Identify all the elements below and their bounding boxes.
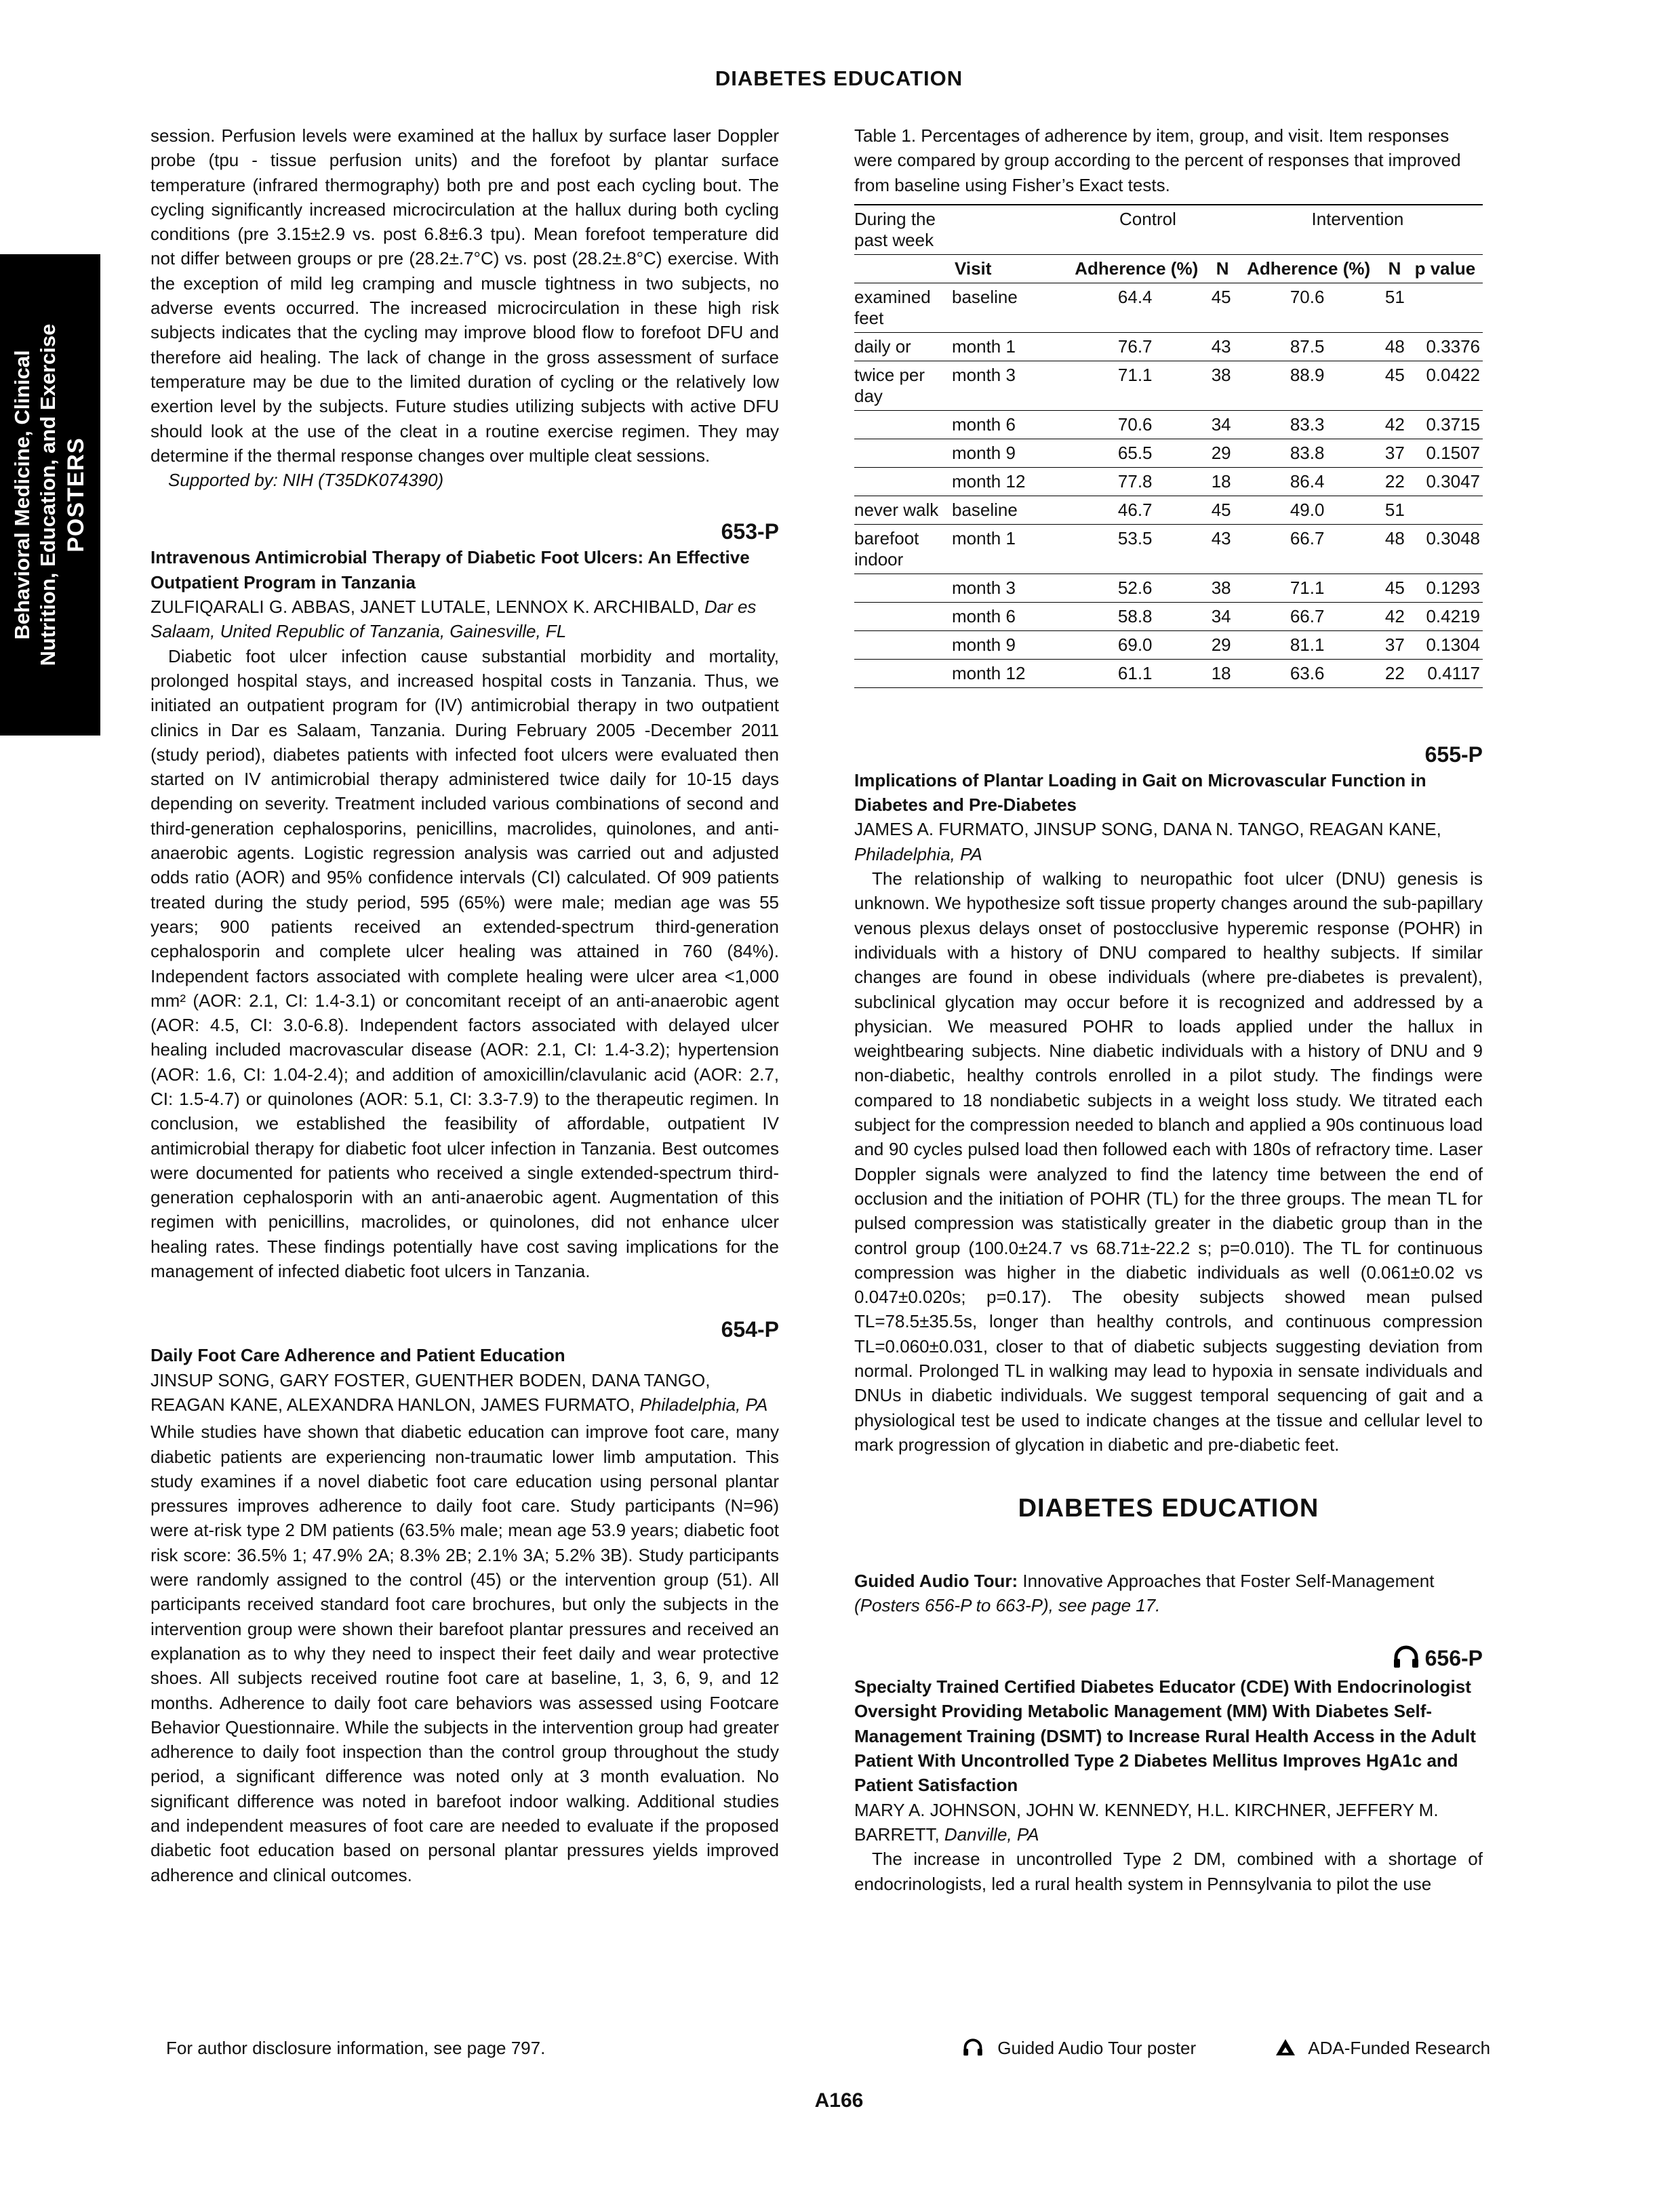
table-cell: month 3 <box>952 574 1063 602</box>
table-cell: 64.4 <box>1063 283 1210 332</box>
legend-ada-label: ADA-Funded Research <box>1308 2038 1491 2059</box>
adherence-table <box>854 204 1483 688</box>
table-cell: 37 <box>1382 630 1407 659</box>
table-cell: 34 <box>1210 410 1235 439</box>
table-cell: 42 <box>1382 602 1407 630</box>
table-cell: baseline <box>952 496 1063 524</box>
abstract-body-654: While studies have shown that diabetic education can improve foot care, many diabetic patients are experiencing non-traumatic lower limb amputation. This study examines if a novel diabetic foot care education using personal plantar pressures improves adherence to daily foot care. Study participants (N=96) were at-risk type 2 DM patients (63.5% male; mean age 53.9 years; diabetic foot risk score: 36.5% 1; 47.9% 2A; 8.3% 2B; 2.1% 3A; 5.2% 3B). Study participants were randomly assigned to the control (45) or the intervention group (51). All participants received standard foot care brochures, but only the subjects in the intervention group were shown their barefoot plantar pressures and received an explanation as to why they need to inspect their feet daily and wear protective shoes. All subjects received routine foot care at baseline, 1, 3, 6, 9, and 12 months. Adherence to daily foot care behaviors was assessed using Footcare Behavior Questionnaire. While the subjects in the intervention group had greater adherence to daily foot inspection than the control group throughout the study period, a significant difference was noted only at 3 month evaluation. No significant difference was noted in barefoot indoor walking. Additional studies and independent measures of foot care are needed to evaluate if the proposed diabetic foot education based on personal plantar pressures yields improved adherence and clinical outcomes. <box>151 1422 779 1885</box>
table-cell: examined feet <box>854 283 952 332</box>
table-cell: 81.1 <box>1235 630 1382 659</box>
table-row <box>854 361 1483 410</box>
table-cell: 66.7 <box>1235 602 1382 630</box>
side-tab-line-2: Nutrition, Education, and Exercise <box>36 323 60 666</box>
table-cell <box>854 630 952 659</box>
table-cell: 37 <box>1382 439 1407 467</box>
guided-tour-text: Innovative Approaches that Foster Self-Management <box>1018 1570 1435 1591</box>
table-cell <box>854 659 952 687</box>
table-cell <box>854 439 952 467</box>
table-cell: month 9 <box>952 630 1063 659</box>
table-cell: 49.0 <box>1235 496 1382 524</box>
table-cell: 18 <box>1210 467 1235 496</box>
th-adherence-intervention: Adherence (%) <box>1235 254 1382 283</box>
table-row <box>854 410 1483 439</box>
table-cell: 0.1304 <box>1407 630 1483 659</box>
table-cell <box>854 602 952 630</box>
table-cell: 70.6 <box>1235 283 1382 332</box>
abstract-body-656: The increase in uncontrolled Type 2 DM, combined with a shortage of endocrinologists, led a rural health system in Pennsylvania to pilot the use <box>854 1849 1483 1894</box>
table-cell: 66.7 <box>1235 524 1382 574</box>
table-cell: twice per day <box>854 361 952 410</box>
table-cell: 43 <box>1210 332 1235 361</box>
table-cell <box>1407 496 1483 524</box>
table-cell: month 1 <box>952 524 1063 574</box>
table-cell: 45 <box>1210 283 1235 332</box>
affiliation-653: Dar es Salaam, United Republic of Tanzania, Gainesville, FL <box>151 597 757 642</box>
left-column <box>151 123 779 1887</box>
guided-tour-label: Guided Audio Tour: <box>854 1570 1018 1591</box>
table-row <box>854 439 1483 467</box>
table-row <box>854 467 1483 496</box>
table-cell: 0.1507 <box>1407 439 1483 467</box>
table-cell: never walk <box>854 496 952 524</box>
table-cell: 63.6 <box>1235 659 1382 687</box>
table-cell <box>854 467 952 496</box>
poster-number-655: 655-P <box>1424 742 1483 767</box>
table-caption: Table 1. Percentages of adherence by item, group, and visit. Item responses were compared by group according to the percent of responses that improved from baseline using Fisher’s Exact tests. <box>854 125 1461 195</box>
affiliation-656: Danville, PA <box>944 1824 1039 1845</box>
disclosure-note: For author disclosure information, see page 797. <box>166 2038 546 2058</box>
abstract-authors-655 <box>854 817 1483 866</box>
table-cell: barefoot indoor <box>854 524 952 574</box>
abstract-title-655: Implications of Plantar Loading in Gait on Microvascular Function in Diabetes and Pre-Diabetes <box>854 769 1426 816</box>
abstract-body-655: The relationship of walking to neuropathic foot ulcer (DNU) genesis is unknown. We hypothesize soft tissue property changes around the sub-papillary venous plexus delays onset of postocclusive hyperemic response (POHR) in individuals with a history of DNU compared to healthy subjects. If similar changes are found in obese individuals (where pre-diabetes is prevalent), subclinical glycation may occur before it is recognized and addressed by a physician. We measured POHR to loads applied under the hallux in weightbearing subjects. Nine diabetic individuals with a history of DNU and 9 non-diabetic, healthy controls enrolled in a pilot study. The findings were compared to 18 nondiabetic subjects in a weight loss study. We titrated each subject for the compression needed to blanch and applied a 90s continuous load and 90 cycles pulsed load then followed each with 180s of refractory time. Laser Doppler signals were analyzed to find the latency time between the end of occlusion and the initiation of POHR (TL) for the three groups. The mean TL for pulsed compression was statistically greater in the diabetic group than in the control group (100.0±24.7 vs 68.71±-22.2 s; p=0.010). The TL for continuous compression was higher in the diabetic individuals as well (0.061±0.02 vs 0.047±0.020s; p=0.17). The obesity subjects showed mean pulsed TL=78.5±35.5s, longer than healthy controls, and continuous compression TL=0.060±0.031, closer to that of diabetic subjects suggesting deviation from normal. Prolonged TL in walking may lead to hypoxia in sensate individuals and DNUs in diabetic individuals. We suggest temporal sequencing of gait and a physiological test be used to indicate changes at the tissue and cellular level to mark progression of glycation in diabetic and pre-diabetic feet. <box>854 868 1483 1455</box>
table-cell: 29 <box>1210 630 1235 659</box>
table-cell: 77.8 <box>1063 467 1210 496</box>
table-cell: 70.6 <box>1063 410 1210 439</box>
table-cell: 61.1 <box>1063 659 1210 687</box>
table-row <box>854 283 1483 332</box>
support-note: Supported by: NIH (T35DK074390) <box>168 470 444 491</box>
table-row <box>854 630 1483 659</box>
table-row <box>854 496 1483 524</box>
section-side-tab <box>0 254 100 736</box>
table-row <box>854 602 1483 630</box>
headphones-legend-icon <box>963 2038 983 2061</box>
table-cell: 71.1 <box>1235 574 1382 602</box>
th-during: During the past week <box>854 205 952 255</box>
table-row <box>854 332 1483 361</box>
table-cell: 45 <box>1382 361 1407 410</box>
abstract-authors-656 <box>854 1798 1483 1847</box>
table-cell: month 6 <box>952 602 1063 630</box>
authors-655: JAMES A. FURMATO, JINSUP SONG, DANA N. TANGO, REAGAN KANE, <box>854 819 1441 840</box>
table-cell: 43 <box>1210 524 1235 574</box>
affiliation-654: Philadelphia, PA <box>639 1394 768 1415</box>
table-cell: 0.3047 <box>1407 467 1483 496</box>
table-cell: 48 <box>1382 524 1407 574</box>
table-cell: 51 <box>1382 496 1407 524</box>
table-cell: month 12 <box>952 467 1063 496</box>
table-row <box>854 524 1483 574</box>
poster-number-656: 656-P <box>1424 1646 1483 1671</box>
table-cell: 38 <box>1210 361 1235 410</box>
poster-number-656-row <box>854 1645 1483 1674</box>
th-n-control: N <box>1210 254 1235 283</box>
table-cell: 18 <box>1210 659 1235 687</box>
table-cell: 45 <box>1382 574 1407 602</box>
table-cell: 22 <box>1382 467 1407 496</box>
table-cell: 0.0422 <box>1407 361 1483 410</box>
abstract-authors-653 <box>151 595 779 644</box>
table-cell <box>854 410 952 439</box>
section-heading: DIABETES EDUCATION <box>1018 1494 1319 1523</box>
abstract-body-653: Diabetic foot ulcer infection cause substantial morbidity and mortality, prolonged hospital stays, and increased hospital costs in Tanzania. Thus, we initiated an outpatient program for (IV) antimicrobial therapy in two outpatient clinics in Dar es Salaam, Tanzania. During February 2005 -December 2011 (study period), diabetes patients with infected foot ulcers were evaluated then started on IV antimicrobial therapy administered twice daily for 10-15 days depending on severity. Treatment included various combinations of second and third-generation cephalosporins, penicillins, macrolides, quinolones, and anti-anaerobic agents. Logistic regression analysis was carried out and adjusted odds ratio (AOR) and 95% confidence intervals (CI) calculated. Of 909 patients treated during the study period, 595 (65%) were male; median age was 55 years; 900 patients received an extended-spectrum third-generation cephalosporin and complete ulcer healing was attained in 760 (84%). Independent factors associated with complete healing were ulcer area <1,000 mm² (AOR: 2.1, CI: 1.4-3.1) or concomitant receipt of an anti-anaerobic agent (AOR: 4.5, CI: 3.0-6.8). Independent factors associated with delayed ulcer healing included macrovascular disease (AOR: 2.1, CI: 1.4-3.2); hypertension (AOR: 1.6, CI: 1.04-2.4); and addition of amoxicillin/clavulanic acid (AOR: 2.7, CI: 1.5-4.7) or quinolones (AOR: 5.1, CI: 3.3-7.9) to the therapeutic regimen. In conclusion, we established the feasibility of affordable, outpatient IV antimicrobial therapy for diabetic foot ulcer infection in Tanzania. Best outcomes were documented for patients who received a single extended-spectrum third-generation cephalosporin with an anti-anaerobic agent. Augmentation of this regimen with penicillins, macrolides, or quinolones, did not enhance ulcer healing rates. These findings potentially have cost saving implications for the management of infected diabetic foot ulcers in Tanzania. <box>151 645 779 1282</box>
table-cell: 48 <box>1382 332 1407 361</box>
table-cell: 46.7 <box>1063 496 1210 524</box>
authors-656: MARY A. JOHNSON, JOHN W. KENNEDY, H.L. KIRCHNER, JEFFERY M. BARRETT, <box>854 1799 1439 1845</box>
poster-number-654: 654-P <box>721 1317 779 1342</box>
table-cell: 0.1293 <box>1407 574 1483 602</box>
guided-tour-note <box>854 1569 1483 1593</box>
th-adherence-control: Adherence (%) <box>1063 254 1210 283</box>
table-cell: 0.4117 <box>1407 659 1483 687</box>
table-cell <box>1407 283 1483 332</box>
th-n-intervention: N <box>1382 254 1407 283</box>
th-intervention: Intervention <box>1235 205 1483 255</box>
page-number: A166 <box>814 2089 864 2112</box>
th-visit: Visit <box>952 254 1063 283</box>
table-cell: 0.4219 <box>1407 602 1483 630</box>
table-cell: 65.5 <box>1063 439 1210 467</box>
abstract-title-656: Specialty Trained Certified Diabetes Educator (CDE) With Endocrinologist Oversight Providing Metabolic Management (MM) With Diabetes Self-Management Training (DSMT) to Increase Rural Health Access in the Adult Patient With Uncontrolled Type 2 Diabetes Mellitus Improves HgA1c and Patient Satisfaction <box>854 1676 1476 1796</box>
table-column-header-row <box>854 254 1483 283</box>
ada-triangle-icon <box>1275 2038 1296 2062</box>
legend-ada <box>1275 2038 1490 2062</box>
th-empty <box>952 205 1063 255</box>
th-p-value: p value <box>1407 254 1483 283</box>
table-cell: 86.4 <box>1235 467 1382 496</box>
right-column <box>854 123 1483 1896</box>
poster-number-653: 653-P <box>721 519 779 544</box>
table-row <box>854 574 1483 602</box>
table-cell: month 1 <box>952 332 1063 361</box>
authors-654: JINSUP SONG, GARY FOSTER, GUENTHER BODEN, DANA TANGO, REAGAN KANE, ALEXANDRA HANLON, JAMES FURMATO, <box>151 1369 711 1415</box>
abstract-authors-654 <box>151 1368 779 1417</box>
table-cell: 34 <box>1210 602 1235 630</box>
table-cell: 53.5 <box>1063 524 1210 574</box>
table-cell: 0.3715 <box>1407 410 1483 439</box>
table-cell: 87.5 <box>1235 332 1382 361</box>
table-cell: month 3 <box>952 361 1063 410</box>
table-cell: 69.0 <box>1063 630 1210 659</box>
table-row <box>854 659 1483 687</box>
table-cell <box>854 574 952 602</box>
guided-tour-sub: (Posters 656-P to 663-P), see page 17. <box>854 1594 1161 1615</box>
table-body <box>854 283 1483 687</box>
table-cell: 71.1 <box>1063 361 1210 410</box>
table-cell: month 6 <box>952 410 1063 439</box>
th-blank <box>854 254 952 283</box>
abstract-title-653: Intravenous Antimicrobial Therapy of Diabetic Foot Ulcers: An Effective Outpatient Program in Tanzania <box>151 547 750 592</box>
table-cell: 58.8 <box>1063 602 1210 630</box>
legend-audio-label: Guided Audio Tour poster <box>997 2038 1197 2058</box>
table-cell: 51 <box>1382 283 1407 332</box>
table-cell: 76.7 <box>1063 332 1210 361</box>
table-cell: 0.3376 <box>1407 332 1483 361</box>
table-cell: 29 <box>1210 439 1235 467</box>
table-cell: baseline <box>952 283 1063 332</box>
continued-abstract-text: session. Perfusion levels were examined at the hallux by surface laser Doppler probe (tpu - tissue perfusion units) and the forefoot by plantar surface temperature (infrared thermography) both pre and post each cycling bout. The cycling significantly increased microcirculation at the hallux during both cycling conditions (pre 3.15±2.9 vs. post 6.8±6.3 tpu). Mean forefoot temperature did not differ between groups or pre (28.2±.7°C) vs. post (28.2±.8°C) exercise. With the exception of mild leg cramping and muscle tightness in two subjects, no adverse events occurred. The increased microcirculation in these high risk subjects indicates that the cycling may improve blood flow to forefoot DFU and therefore aid healing. The lack of change in the gross assessment of surface temperature may be due to the limited duration of cycling or the relatively low exertion level by the subjects. Future studies utilizing subjects with active DFU should look at the use of the cleat in a routine exercise regimen. They may determine if the thermal response changes over multiple cleat sessions. <box>151 125 779 466</box>
table-cell: month 9 <box>952 439 1063 467</box>
table-cell: 88.9 <box>1235 361 1382 410</box>
table-cell: 83.3 <box>1235 410 1382 439</box>
table-cell: 0.3048 <box>1407 524 1483 574</box>
authors-653: ZULFIQARALI G. ABBAS, JANET LUTALE, LENNOX K. ARCHIBALD, <box>151 597 704 618</box>
legend-audio <box>963 2038 1196 2061</box>
abstract-title-654: Daily Foot Care Adherence and Patient Education <box>151 1345 565 1366</box>
table-cell: 38 <box>1210 574 1235 602</box>
table-cell: 45 <box>1210 496 1235 524</box>
affiliation-655: Philadelphia, PA <box>854 843 982 864</box>
table-group-header-row <box>854 205 1483 255</box>
table-cell: 42 <box>1382 410 1407 439</box>
table-cell: 83.8 <box>1235 439 1382 467</box>
table-cell: month 12 <box>952 659 1063 687</box>
table-cell: 52.6 <box>1063 574 1210 602</box>
th-control: Control <box>1063 205 1235 255</box>
table-cell: daily or <box>854 332 952 361</box>
running-header: DIABETES EDUCATION <box>715 66 963 90</box>
table-cell: 22 <box>1382 659 1407 687</box>
side-tab-line-1: Behavioral Medicine, Clinical <box>10 350 34 640</box>
headphones-icon <box>1393 1645 1419 1674</box>
side-tab-line-3: POSTERS <box>63 437 89 552</box>
